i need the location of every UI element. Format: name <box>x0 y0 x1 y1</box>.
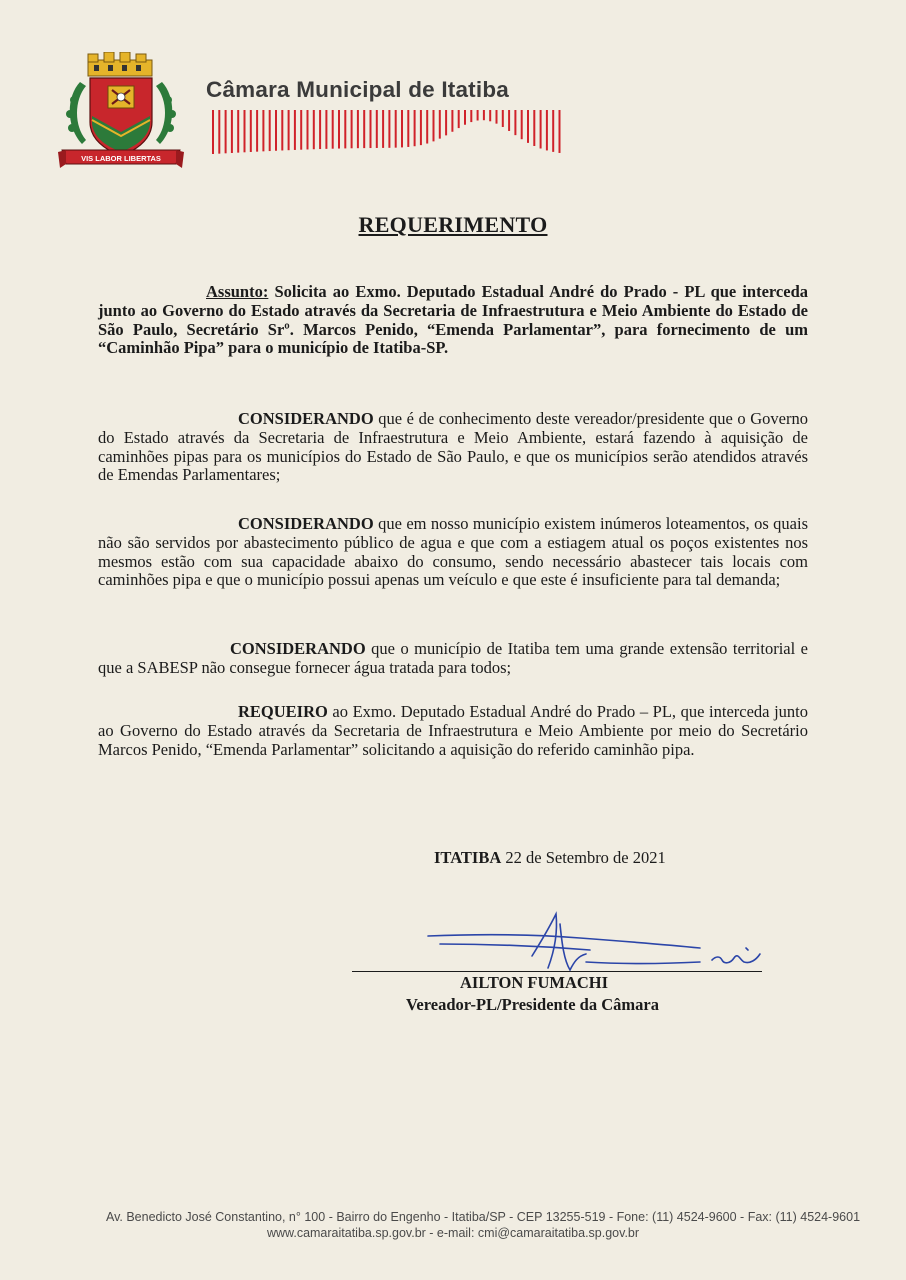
header-stripe <box>288 110 290 150</box>
header-stripe <box>451 110 453 132</box>
header-stripe <box>533 110 535 146</box>
header-stripe <box>477 110 479 120</box>
header-stripe <box>275 110 277 151</box>
document-title: REQUERIMENTO <box>358 212 548 237</box>
header-stripe <box>244 110 246 152</box>
header-stripe <box>414 110 416 146</box>
signer-role: Vereador-PL/Presidente da Câmara <box>406 995 659 1014</box>
header-stripe <box>250 110 252 152</box>
signature-line <box>352 971 762 972</box>
header-stripe <box>559 110 561 153</box>
considering-text-3: que o município de Itatiba tem uma grande extensão territorial e que a SABESP não consegue fornecer água tratada para todos; <box>98 639 808 677</box>
header-stripes-decoration <box>210 108 570 160</box>
date-line <box>434 848 666 868</box>
header-stripe <box>540 110 542 148</box>
header-stripe <box>231 110 233 153</box>
header-stripe <box>489 110 491 121</box>
header-stripe <box>433 110 435 141</box>
header-stripe <box>294 110 296 150</box>
signer-name: AILTON FUMACHI <box>460 973 609 992</box>
request-paragraph <box>98 703 808 759</box>
header-stripe <box>401 110 403 147</box>
header-stripe <box>332 110 334 149</box>
header-stripe <box>552 110 554 152</box>
footer-address: Av. Benedicto José Constantino, n° 100 - Bairro do Engenho - Itatiba/SP - CEP 13255-519 - Fone: (11) 4524-9600 - Fax: (11) 4524-9601 <box>105 1210 861 1224</box>
request-lead: REQUEIRO <box>238 702 328 721</box>
considering-text-1: que é de conhecimento deste vereador/presidente que o Governo do Estado através da Secretaria de Infraestrutura e Meio Ambiente, estará fazendo à aquisição de caminhões pipas para os municípios do Estado de São Paulo, e que os municípios serão atendidos através de Emendas Parlamentares; <box>98 409 808 485</box>
header-stripe <box>508 110 510 131</box>
institution-name: Câmara Municipal de Itatiba <box>206 77 509 102</box>
header-stripe <box>514 110 516 135</box>
header-stripe <box>521 110 523 139</box>
header-stripe <box>388 110 390 148</box>
header-stripe <box>496 110 498 124</box>
footer-web: www.camaraitatiba.sp.gov.br - e-mail: cmi@camaraitatiba.sp.gov.br <box>266 1226 640 1240</box>
considering-lead-1: CONSIDERANDO <box>238 409 374 428</box>
header-stripe <box>269 110 271 151</box>
header-stripe <box>313 110 315 149</box>
header-stripe <box>319 110 321 149</box>
header-stripe <box>225 110 227 153</box>
header-stripe <box>212 110 214 154</box>
header-stripe <box>546 110 548 150</box>
header-stripe <box>307 110 309 149</box>
considering-paragraph-2 <box>98 515 808 590</box>
considering-text-2: que em nosso município existem inúmeros loteamentos, os quais não são servidos por abastecimento público de agua e que com a estiagem atual os poços existentes nos mesmos estão com sua capacidade abaixo do consumo, sendo necessário abastecer tais locais com caminhões pipa e que o município possui apenas um veículo e que este é insuficiente para tal demanda; <box>98 514 808 590</box>
considering-paragraph-1 <box>98 410 808 485</box>
subject-label: Assunto: <box>206 282 269 301</box>
date-text: 22 de Setembro de 2021 <box>501 848 666 867</box>
header-stripe <box>325 110 327 149</box>
header-stripe <box>262 110 264 151</box>
header-stripe <box>407 110 409 147</box>
header-stripe <box>338 110 340 149</box>
header-stripe <box>300 110 302 150</box>
header-stripe <box>445 110 447 135</box>
considering-lead-3: CONSIDERANDO <box>230 639 366 658</box>
header-stripe <box>439 110 441 139</box>
crest-motto: VIS LABOR LIBERTAS <box>81 154 161 163</box>
header-stripe <box>470 110 472 122</box>
header-stripe <box>370 110 372 148</box>
header-stripe <box>527 110 529 143</box>
date-city: ITATIBA <box>434 848 502 867</box>
header-stripe <box>237 110 239 153</box>
header-stripe <box>344 110 346 148</box>
header-stripe <box>382 110 384 148</box>
considering-lead-2: CONSIDERANDO <box>238 514 374 533</box>
header-stripe <box>395 110 397 148</box>
header-stripe <box>281 110 283 150</box>
header-stripe <box>376 110 378 148</box>
header-stripe <box>420 110 422 145</box>
header-stripe <box>363 110 365 148</box>
subject-paragraph <box>98 283 808 358</box>
considering-paragraph-3 <box>98 640 808 678</box>
header-stripe <box>483 110 485 120</box>
handwritten-signature <box>420 904 770 984</box>
header-stripe <box>218 110 220 154</box>
header-stripe <box>357 110 359 148</box>
municipal-crest-icon <box>58 52 184 174</box>
header-stripe <box>502 110 504 127</box>
request-text: ao Exmo. Deputado Estadual André do Prado – PL, que interceda junto ao Governo do Estado através da Secretaria de Infraestrutura e Meio Ambiente por meio do Secretário Marcos Penido, “Emenda Parlamentar” solicitando a aquisição do referido caminhão pipa. <box>98 702 808 759</box>
header-stripe <box>464 110 466 125</box>
header-stripe <box>256 110 258 152</box>
header-stripe <box>426 110 428 144</box>
subject-text: Solicita ao Exmo. Deputado Estadual André do Prado - PL que interceda junto ao Governo do Estado através da Secretaria de Infraestrutura e Meio Ambiente do Estado de São Paulo, Secretário Srº. Marcos Penido, “Emenda Parlamentar”, para fornecimento de um “Caminhão Pipa” para o município de Itatiba-SP. <box>98 282 809 358</box>
header-stripe <box>351 110 353 148</box>
header-stripe <box>458 110 460 128</box>
